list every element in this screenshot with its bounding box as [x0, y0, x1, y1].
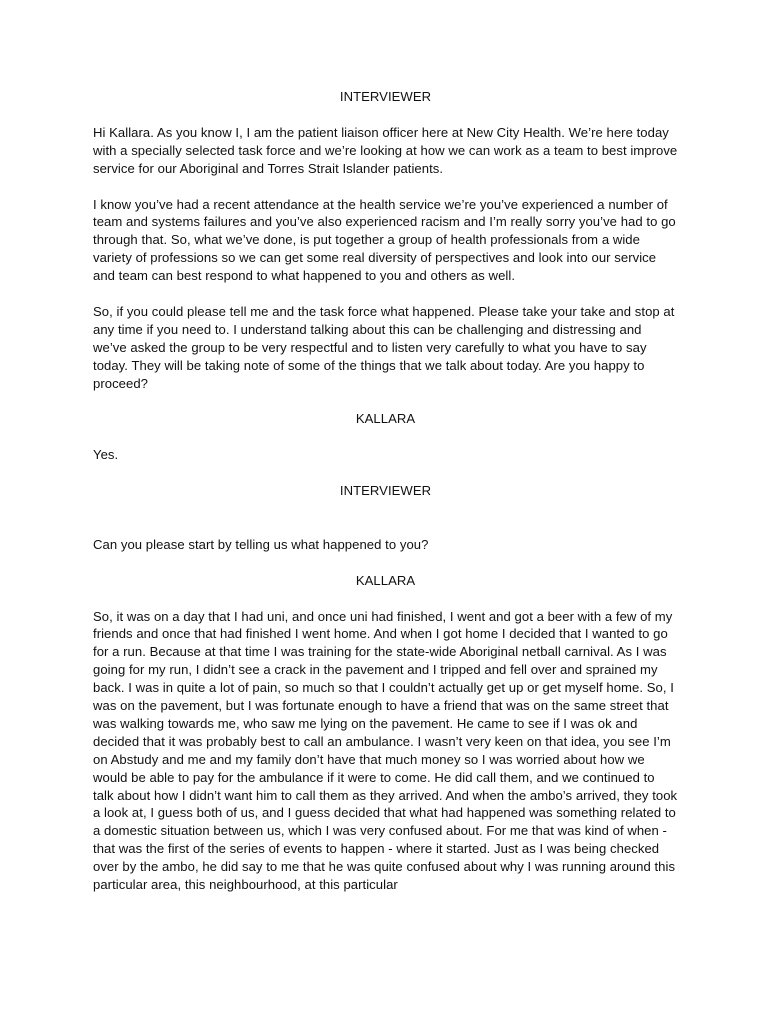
paragraph: I know you’ve had a recent attendance at the health service we’re you’ve experienced a number of team and systems failures and you’ve also experienced racism and I’m really sorry you’ve had to go through that. So, what we’ve done, is put together a group of health professionals from a wide variety of professions so we can get some real diversity of perspectives and look into our service and team can best respond to what happened to you and others as well.: [93, 196, 676, 284]
spacer: [93, 428, 678, 446]
paragraph: So, it was on a day that I had uni, and once uni had finished, I went and got a beer with a few of my friends and once that had finished I went home. And when I got home I decided that I wanted to go for a run. Because at that time I was training for the state-wide Aboriginal netball carnival. As I was going for my run, I didn’t see a crack in the pavement and I tripped and fell over and sprained my back. I was in quite a lot of pain, so much so that I couldn’t actually get up or get myself home. So, I was on the pavement, but I was fortunate enough to have a friend that was on the same street that was walking towards me, who saw me lying on the pavement. He came to see if I was ok and decided that it was probably best to call an ambulance. I wasn’t very keen on that idea, you see I’m on Abstudy and me and my family don’t have that much money so I was worried about how we would be able to pay for the ambulance if it were to come. He did call them, and we continued to talk about how I didn’t want him to call them as they arrived. And when the ambo’s arrived, they took a look at, I guess both of us, and I guess decided that what had happened was something related to a domestic situation between us, which I was very confused about. For me that was kind of when - that was the first of the series of events to happen - where it started. Just as I was being checked over by the ambo, he did say to me that he was quite confused about why I was running around this particular area, this neighbourhood, at this particular: [93, 608, 678, 893]
paragraph: Hi Kallara. As you know I, I am the patient liaison officer here at New City Health. We’re here today with a specially selected task force and we’re looking at how we can work as a team to best improve service for our Aboriginal and Torres Strait Islander patients.: [93, 124, 678, 176]
spacer: [93, 106, 678, 124]
speaker-label: INTERVIEWER: [339, 483, 432, 499]
document-page: [93, 88, 678, 894]
paragraph: Yes.: [93, 447, 119, 463]
speaker-label: KALLARA: [355, 411, 416, 427]
paragraph: So, if you could please tell me and the task force what happened. Please take your take and stop at any time if you need to. I understand talking about this can be challenging and distressing and we’ve asked the group to be very respectful and to listen very carefully to what you have to say today. They will be taking note of some of the things that we talk about today. Are you happy to proceed?: [93, 303, 675, 391]
spacer: [93, 285, 678, 303]
spacer: [93, 554, 678, 572]
speaker-label: INTERVIEWER: [339, 89, 432, 104]
spacer: [93, 590, 678, 608]
spacer: [93, 500, 678, 536]
spacer: [93, 392, 678, 410]
speaker-label: KALLARA: [355, 572, 416, 588]
paragraph: Can you please start by telling us what happened to you?: [93, 536, 429, 552]
spacer: [93, 178, 678, 196]
spacer: [93, 464, 678, 482]
